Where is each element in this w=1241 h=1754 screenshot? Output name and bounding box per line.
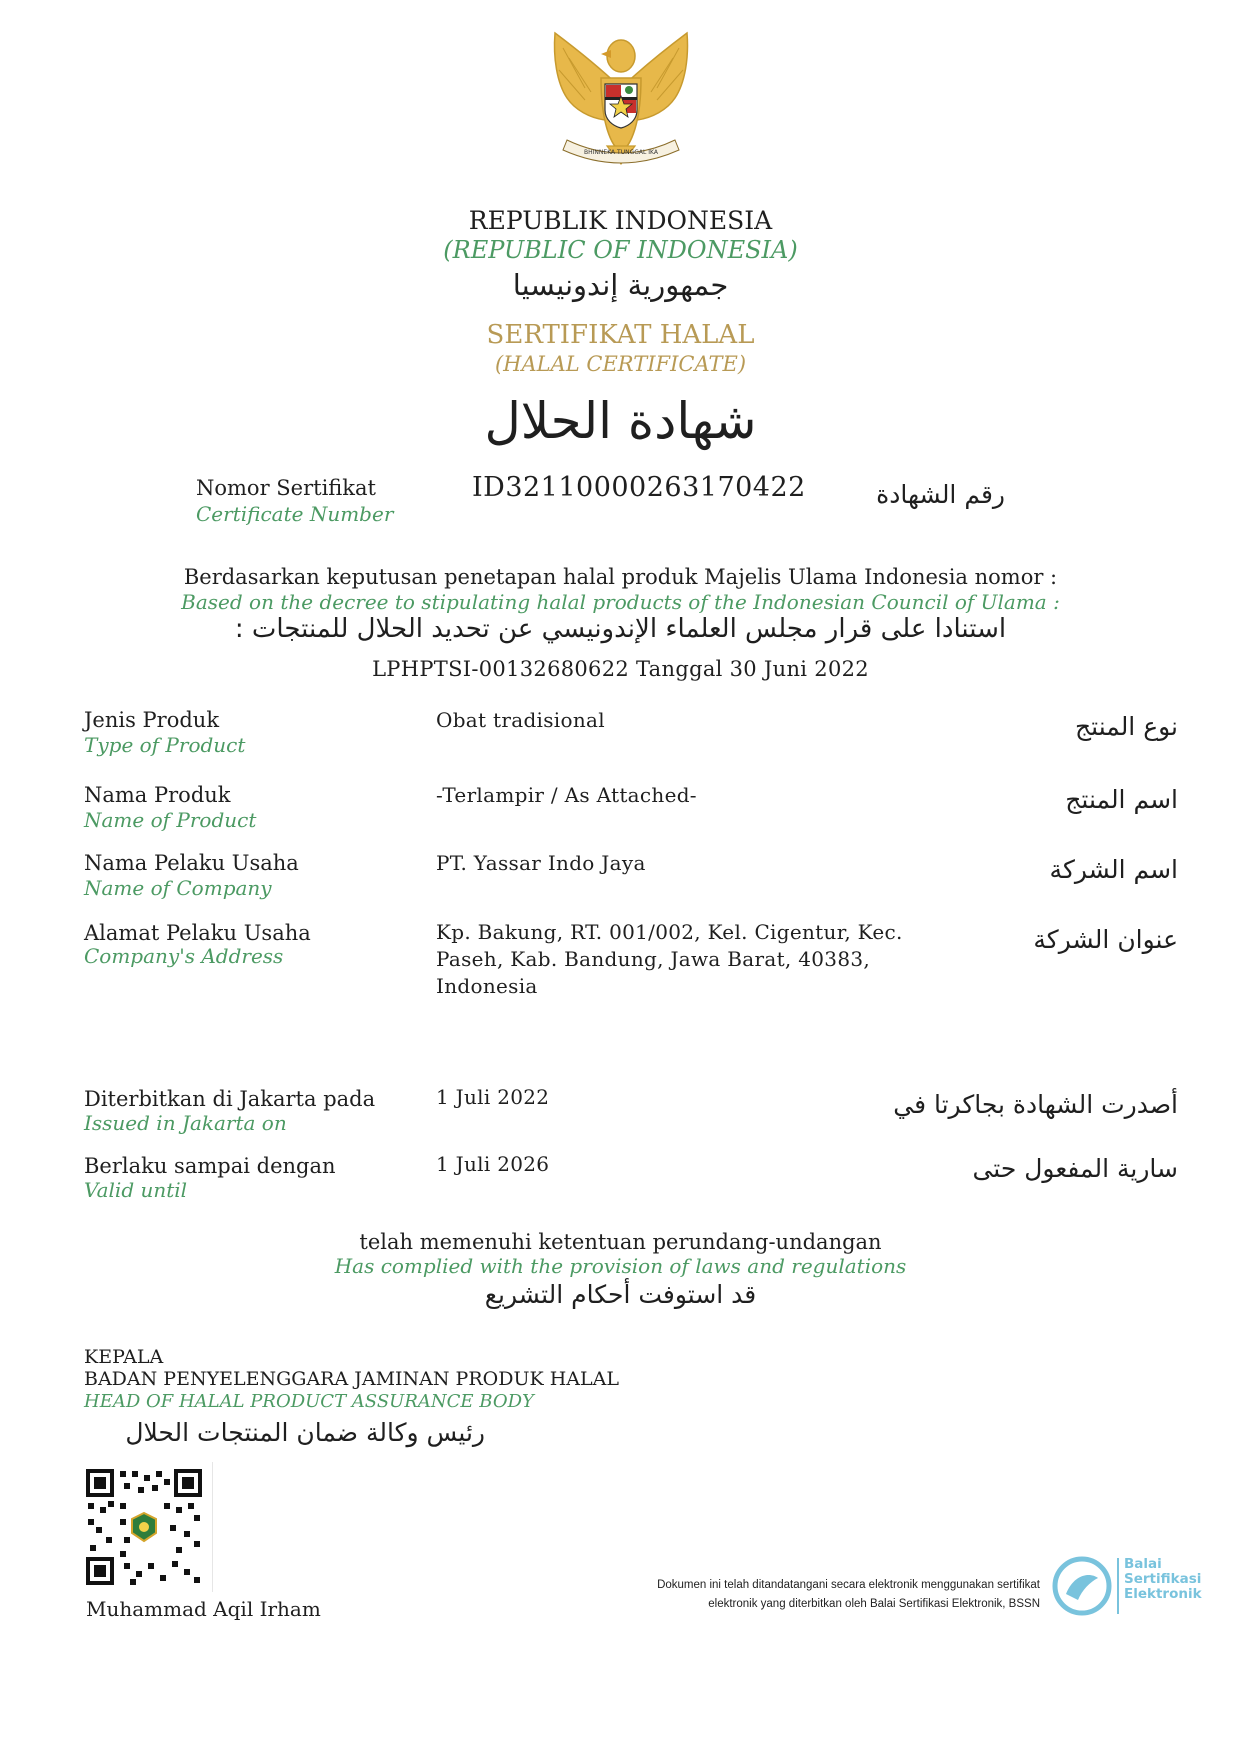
valid-label-en: Valid until	[84, 1178, 188, 1202]
signatory-title-1: KEPALA	[84, 1346, 164, 1368]
certificate-number-label-id: Nomor Sertifikat	[196, 476, 376, 500]
issued-label-ar: أصدرت الشهادة بجاكرتا في	[893, 1090, 1178, 1119]
issued-label-en: Issued in Jakarta on	[84, 1111, 287, 1135]
certificate-title-en: (HALAL CERTIFICATE)	[494, 352, 747, 376]
field-value: PT. Yassar Indo Jaya	[436, 851, 646, 875]
bsre-line-1: Balai	[1124, 1556, 1162, 1572]
signature-divider	[212, 1462, 213, 1592]
garuda-emblem-icon	[545, 28, 697, 168]
decree-reference: LPHPTSI-00132680622 Tanggal 30 Juni 2022	[372, 657, 869, 681]
decree-text-id: Berdasarkan keputusan penetapan halal produk Majelis Ulama Indonesia nomor :	[183, 565, 1058, 589]
field-label-id: Jenis Produk	[84, 708, 220, 732]
issued-date: 1 Juli 2022	[436, 1085, 550, 1109]
country-name-en: (REPUBLIC OF INDONESIA)	[443, 236, 798, 264]
decree-text-en: Based on the decree to stipulating halal products of the Indonesian Council of Ulama :	[181, 590, 1060, 614]
valid-label-id: Berlaku sampai dengan	[84, 1154, 336, 1178]
bsre-line-3: Elektronik	[1124, 1586, 1202, 1602]
signatory-name: Muhammad Aqil Irham	[86, 1597, 321, 1621]
field-label-en: Name of Company	[84, 876, 272, 900]
address-line-1: Kp. Bakung, RT. 001/002, Kel. Cigentur, Kec.	[436, 920, 903, 944]
footer-note-line-1: Dokumen ini telah ditandatangani secara elektronik menggunakan sertifikat	[657, 1579, 1040, 1591]
field-label-ar: اسم الشركة	[1049, 855, 1178, 884]
field-label-en: Name of Product	[84, 808, 257, 832]
field-label-ar: عنوان الشركة	[1033, 925, 1178, 954]
footer-note-line-2: elektronik yang diterbitkan oleh Balai Sertifikasi Elektronik, BSSN	[708, 1598, 1040, 1610]
valid-label-ar: سارية المفعول حتى	[972, 1154, 1178, 1183]
field-label-id: Alamat Pelaku Usaha	[84, 921, 311, 945]
country-name-ar: جمهورية إندونيسيا	[512, 268, 729, 302]
compliance-text-id: telah memenuhi ketentuan perundang-undangan	[359, 1230, 882, 1254]
field-label-en: Company's Address	[84, 944, 284, 968]
field-label-id: Nama Pelaku Usaha	[84, 851, 299, 875]
signatory-title-2: BADAN PENYELENGGARA JAMINAN PRODUK HALAL	[84, 1368, 619, 1390]
bsre-divider	[1117, 1558, 1119, 1614]
decree-text-ar: استنادا على قرار مجلس العلماء الإندونيسي عن تحديد الحلال للمنتجات :	[234, 614, 1007, 644]
compliance-text-en: Has complied with the provision of laws and regulations	[334, 1254, 907, 1278]
certificate-number: ID32110000263170422	[472, 472, 806, 503]
field-label-id: Nama Produk	[84, 783, 231, 807]
certificate-title-id: SERTIFIKAT HALAL	[486, 320, 755, 350]
certificate-number-label-ar: رقم الشهادة	[876, 480, 1005, 509]
bsre-wordmark	[1124, 1557, 1202, 1602]
address-line-3: Indonesia	[436, 974, 538, 998]
country-name-id: REPUBLIK INDONESIA	[468, 206, 773, 235]
field-label-en: Type of Product	[84, 733, 246, 757]
field-value: Obat tradisional	[436, 708, 605, 732]
emblem-motto: BHINNEKA TUNGGAL IKA	[584, 149, 658, 156]
bsre-line-2: Sertifikasi	[1124, 1571, 1202, 1587]
field-label-ar: نوع المنتج	[1075, 712, 1178, 741]
valid-date: 1 Juli 2026	[436, 1152, 550, 1176]
qr-code-icon	[84, 1467, 204, 1587]
field-value: -Terlampir / As Attached-	[436, 783, 697, 807]
certificate-title-ar: شهادة الحلال	[484, 392, 757, 450]
issued-label-id: Diterbitkan di Jakarta pada	[84, 1087, 376, 1111]
signatory-title-en: HEAD OF HALAL PRODUCT ASSURANCE BODY	[84, 1391, 534, 1412]
signatory-title-ar: رئيس وكالة ضمان المنتجات الحلال	[125, 1418, 485, 1447]
bsre-logo-icon	[1052, 1556, 1112, 1616]
field-label-ar: اسم المنتج	[1065, 785, 1178, 814]
certificate-number-label-en: Certificate Number	[196, 502, 394, 526]
address-line-2: Paseh, Kab. Bandung, Jawa Barat, 40383,	[436, 947, 871, 971]
compliance-text-ar: قد استوفت أحكام التشريع	[484, 1280, 757, 1309]
